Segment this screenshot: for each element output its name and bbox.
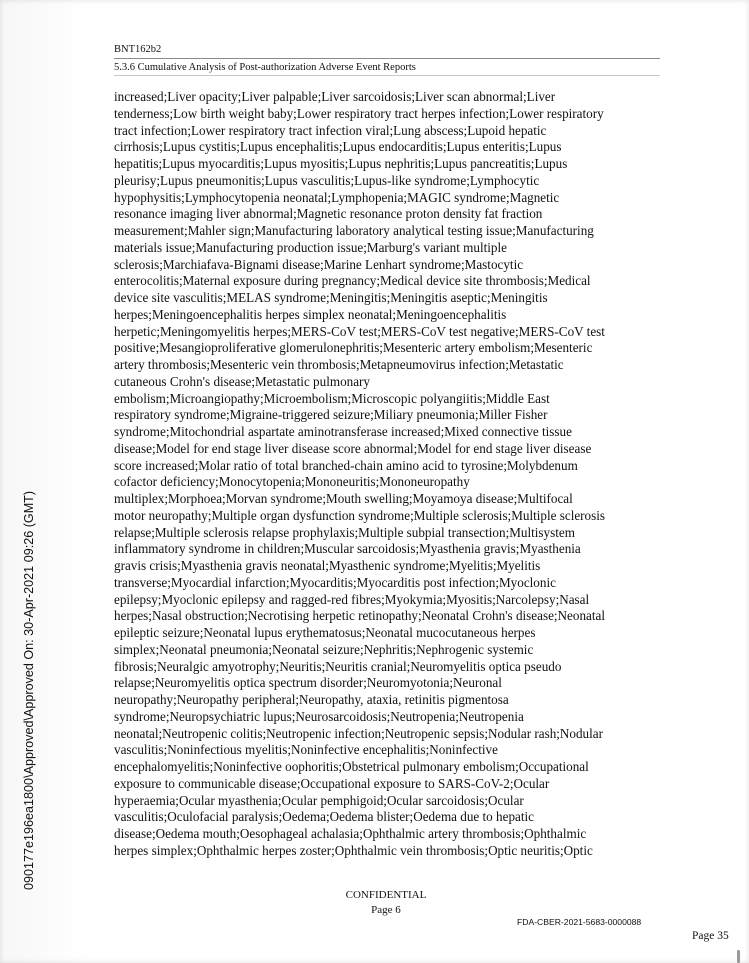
body-line: increased;Liver opacity;Liver palpable;Liver sarcoidosis;Liver scan abnormal;Liver (114, 89, 556, 104)
body-line: inflammatory syndrome in children;Muscular sarcoidosis;Myasthenia gravis;Myasthenia (114, 541, 581, 557)
page-number: Page 35 (692, 930, 729, 942)
body-line: herpes;Nasal obstruction;Necrotising herpetic retinopathy;Neonatal Crohn's disease;Neonatal (114, 608, 605, 624)
body-line: artery thrombosis;Mesenteric vein thrombosis;Metapneumovirus infection;Metastatic (114, 357, 564, 372)
body-line: neonatal;Neutropenic colitis;Neutropenic infection;Neutropenic sepsis;Nodular rash;Nodular (114, 725, 603, 741)
body-line: epilepsy;Myoclonic epilepsy and ragged-red fibres;Myokymia;Myositis;Narcolepsy;Nasal (114, 591, 590, 607)
body-line: cofactor deficiency;Monocytopenia;Mononeuritis;Mononeuropathy (114, 474, 470, 490)
header-rule-secondary (114, 75, 660, 76)
body-line: relapse;Neuromyelitis optica spectrum disorder;Neuromyotonia;Neuronal (114, 675, 502, 691)
body-line: relapse;Multiple sclerosis relapse prophylaxis;Multiple subpial transection;Multisystem (114, 524, 575, 540)
body-line: disease;Oedema mouth;Oesophageal achalasia;Ophthalmic artery thrombosis;Ophthalmic (114, 826, 587, 841)
body-line: encephalomyelitis;Noninfective oophoritis;Obstetrical pulmonary embolism;Occupational (114, 759, 589, 774)
footer-page-label: Page 6 (371, 904, 401, 916)
body-line: vasculitis;Oculofacial paralysis;Oedema;Oedema blister;Oedema due to hepatic (114, 809, 534, 825)
body-line: score increased;Molar ratio of total branched-chain amino acid to tyrosine;Molybdenum (114, 457, 578, 473)
body-line: motor neuropathy;Multiple organ dysfunction syndrome;Multiple sclerosis;Multiple sclerosis (114, 507, 606, 523)
body-line: transverse;Myocardial infarction;Myocarditis;Myocarditis post infection;Myoclonic (114, 574, 556, 590)
body-line: enterocolitis;Maternal exposure during pregnancy;Medical device site thrombosis;Medical (114, 273, 591, 289)
footer-confidential: CONFIDENTIAL (345, 889, 427, 901)
body-line: herpetic;Meningomyelitis herpes;MERS-CoV test;MERS-CoV test negative;MERS-CoV test (114, 323, 605, 339)
body-line: respiratory syndrome;Migraine-triggered seizure;Miliary pneumonia;Miller Fisher (114, 407, 548, 423)
body-line: neuropathy;Neuropathy peripheral;Neuropathy, ataxia, retinitis pigmentosa (114, 692, 509, 707)
body-line: measurement;Mahler sign;Manufacturing laboratory analytical testing issue;Manufacturing (114, 223, 594, 238)
body-line: pleurisy;Lupus pneumonitis;Lupus vasculitis;Lupus-like syndrome;Lymphocytic (114, 172, 540, 188)
body-line: syndrome;Neuropsychiatric lupus;Neurosarcoidosis;Neutropenia;Neutropenia (114, 708, 524, 724)
body-line: sclerosis;Marchiafava-Bignami disease;Marine Lenhart syndrome;Mastocytic (114, 256, 524, 272)
body-line: multiplex;Morphoea;Morvan syndrome;Mouth swelling;Moyamoya disease;Multifocal (114, 491, 573, 506)
body-line: embolism;Microangiopathy;Microembolism;Microscopic polyangiitis;Middle East (114, 390, 550, 406)
fda-document-id: FDA-CBER-2021-5683-0000088 (517, 917, 642, 927)
body-line: positive;Mesangioproliferative glomerulonephritis;Mesenteric artery embolism;Mesenteric (114, 340, 593, 356)
body-text (114, 89, 660, 860)
body-line: exposure to communicable disease;Occupational exposure to SARS-CoV-2;Ocular (114, 775, 550, 791)
body-line: resonance imaging liver abnormal;Magnetic resonance proton density fat fraction (114, 206, 543, 222)
header-rule (114, 58, 660, 59)
body-line: cutaneous Crohn's disease;Metastatic pulmonary (114, 373, 370, 389)
body-line: herpes simplex;Ophthalmic herpes zoster;Ophthalmic vein thrombosis;Optic neuritis;Optic (114, 842, 593, 858)
body-line: fibrosis;Neuralgic amyotrophy;Neuritis;Neuritis cranial;Neuromyelitis optica pseudo (114, 658, 562, 674)
body-line: disease;Model for end stage liver disease score abnormal;Model for end stage liver disease (114, 440, 592, 456)
body-line: simplex;Neonatal pneumonia;Neonatal seizure;Nephritis;Nephrogenic systemic (114, 641, 534, 657)
body-line: vasculitis;Noninfectious myelitis;Noninfective encephalitis;Noninfective (114, 742, 498, 758)
body-line: epileptic seizure;Neonatal lupus erythematosus;Neonatal mucocutaneous herpes (114, 625, 536, 640)
approval-stamp (22, 430, 42, 890)
body-line: hypophysitis;Lymphocytopenia neonatal;Lymphopenia;MAGIC syndrome;Magnetic (114, 189, 560, 205)
body-line: tenderness;Low birth weight baby;Lower respiratory tract herpes infection;Lower respiratory (114, 105, 604, 121)
body-line: hepatitis;Lupus myocarditis;Lupus myositis;Lupus nephritis;Lupus pancreatitis;Lupus (114, 156, 568, 171)
body-line: materials issue;Manufacturing production issue;Marburg's variant multiple (114, 239, 507, 255)
body-line: hyperaemia;Ocular myasthenia;Ocular pemphigoid;Ocular sarcoidosis;Ocular (114, 792, 524, 808)
body-line: syndrome;Mitochondrial aspartate aminotransferase increased;Mixed connective tissue (114, 424, 572, 439)
header-doc-id: BNT162b2 (114, 44, 162, 55)
body-line: herpes;Meningoencephalitis herpes simplex neonatal;Meningoencephalitis (114, 306, 507, 322)
approval-stamp-text: 090177e196ea1800\Approved\Approved On: 30-Apr-2021 09:26 (GMT) (22, 490, 36, 890)
body-line: tract infection;Lower respiratory tract infection viral;Lung abscess;Lupoid hepatic (114, 122, 547, 138)
body-line: device site vasculitis;MELAS syndrome;Meningitis;Meningitis aseptic;Meningitis (114, 290, 548, 305)
body-line: cirrhosis;Lupus cystitis;Lupus encephalitis;Lupus endocarditis;Lupus enteritis;Lupus (114, 139, 562, 155)
body-line: gravis crisis;Myasthenia gravis neonatal;Myasthenic syndrome;Myelitis;Myelitis (114, 558, 541, 573)
scroll-edge-marker (737, 950, 740, 963)
header-section-title: 5.3.6 Cumulative Analysis of Post-authorization Adverse Event Reports (114, 62, 416, 73)
